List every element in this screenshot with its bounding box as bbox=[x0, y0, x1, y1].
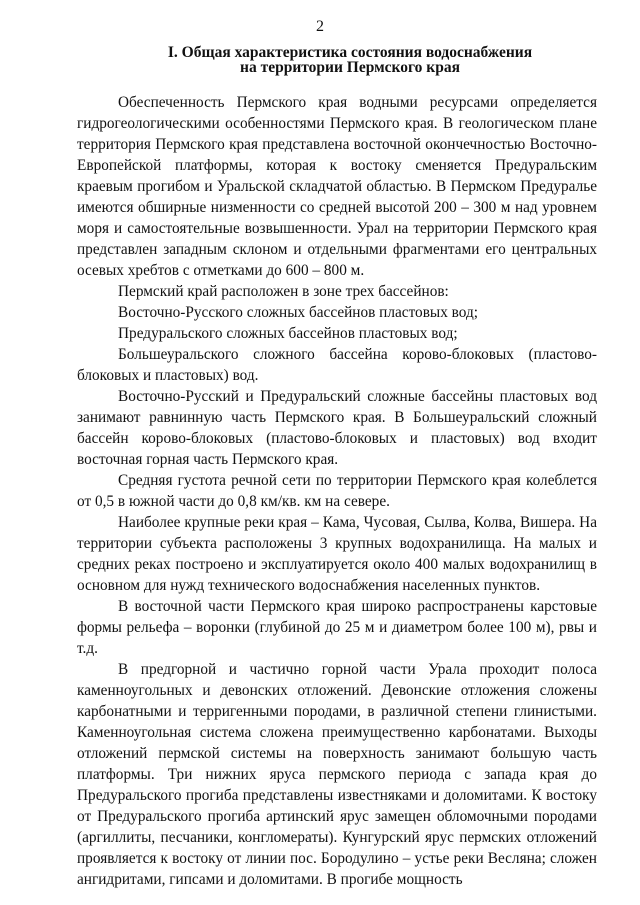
paragraph-east-russian-basin: Восточно-Русского сложных бассейнов пластовых вод; bbox=[118, 304, 479, 321]
paragraph-rivers-reservoirs: Наиболее крупные реки края – Кама, Чусовая, Сылва, Колва, Вишера. На территории субъекта расположены 3 крупных водохранилища. На малых и средних реках построено и эксплуатируется около 400 малых водохранилищ в основном для нужд технического водоснабжения населенных пунктов. bbox=[77, 514, 597, 594]
heading-line-1: I. Общая характеристика состояния водоснабжения bbox=[167, 44, 533, 61]
paragraph-geology: В предгорной и частично горной части Урала проходит полоса каменноугольных и девонских отложений. Девонские отложения сложены карбонатными и терригенными породами, в различной степени глинистыми. Каменноугольная система сложена преимущественно карбонатами. Выходы отложений пермской системы на поверхность занимают большую часть платформы. Три нижних яруса пермского периода с запада края до Предуральского прогиба представлены известняками и доломитами. К востоку от Предуральского прогиба артинский ярус замещен обломочными породами (аргиллиты, песчаники, конгломераты). Кунгурский ярус пермских отложений проявляется к востоку от линии пос. Бородулино – устье реки Весляна; сложен ангидритами, гипсами и доломитами. В прогибе мощность bbox=[77, 661, 597, 888]
paragraph-great-ural-basin: Большеуральского сложного бассейна корово-блоковых (пластово-блоковых и пластовых) вод. bbox=[77, 346, 597, 384]
paragraph-basin-territories: Восточно-Русский и Предуральский сложные бассейны пластовых вод занимают равнинную часть Пермского края. В Большеуральский сложный бассейн корово-блоковых (пластово-блоковых и пластовых) вод входит восточная горная часть Пермского края. bbox=[77, 388, 597, 468]
paragraph-basins-intro: Пермский край расположен в зоне трех бассейнов: bbox=[118, 283, 449, 300]
paragraph-river-density: Средняя густота речной сети по территории Пермского края колеблется от 0,5 в южной части до 0,8 км/кв. км на севере. bbox=[77, 472, 597, 510]
paragraph-water-resources: Обеспеченность Пермского края водными ресурсами определяется гидрогеологическими особенностями Пермского края. В геологическом плане территория Пермского края представлена восточной окончечностью Восточно-Европейской платформы, которая к востоку сменяется Предуральским краевым прогибом и Уральской складчатой областью. В Пермском Предуралье имеются обширные низменности со средней высотой 200 – 300 м над уровнем моря и самостоятельные возвышенности. Урал на территории Пермского края представлен западным склоном и отдельными фрагментами его центральных осевых хребтов с отметками до 600 – 800 м. bbox=[77, 94, 597, 279]
paragraph-karst: В восточной части Пермского края широко распространены карстовые формы рельефа – воронки (глубиной до 25 м и диаметром более 100 м), рвы и т.д. bbox=[77, 598, 597, 657]
document-body bbox=[77, 92, 597, 890]
heading-line-2: на территории Пермского края bbox=[240, 59, 460, 76]
paragraph-preural-basin: Предуральского сложных бассейнов пластовых вод; bbox=[118, 325, 458, 342]
section-heading bbox=[90, 45, 610, 75]
page-number: 2 bbox=[316, 18, 324, 35]
